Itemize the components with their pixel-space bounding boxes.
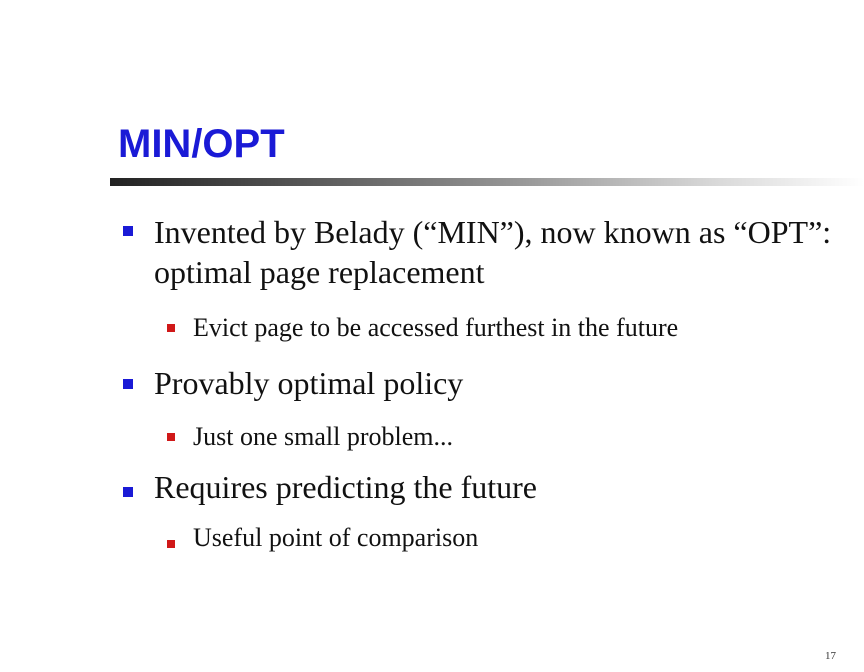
sub-bullet-item: Evict page to be accessed furthest in the future <box>193 313 679 342</box>
sub-bullet-marker-square-icon <box>167 540 175 548</box>
sub-bullet-marker-square-icon <box>167 324 175 332</box>
sub-bullet-item: Just one small problem... <box>193 422 453 451</box>
bullet-marker-square-icon <box>123 487 133 497</box>
bullet-marker-square-icon <box>123 226 133 236</box>
bullet-item: Requires predicting the future <box>154 469 537 505</box>
sub-bullet-item: Useful point of comparison <box>193 523 479 552</box>
page-number: 17 <box>825 650 836 662</box>
bullet-item: Provably optimal policy <box>154 365 464 401</box>
bullet-marker-square-icon <box>123 379 133 389</box>
bullet-item: Invented by Belady (“MIN”), now known as “OPT”: optimal page replacement <box>154 214 832 290</box>
title-underline-divider <box>110 178 864 186</box>
slide-title: MIN/OPT <box>118 122 285 166</box>
sub-bullet-marker-square-icon <box>167 433 175 441</box>
